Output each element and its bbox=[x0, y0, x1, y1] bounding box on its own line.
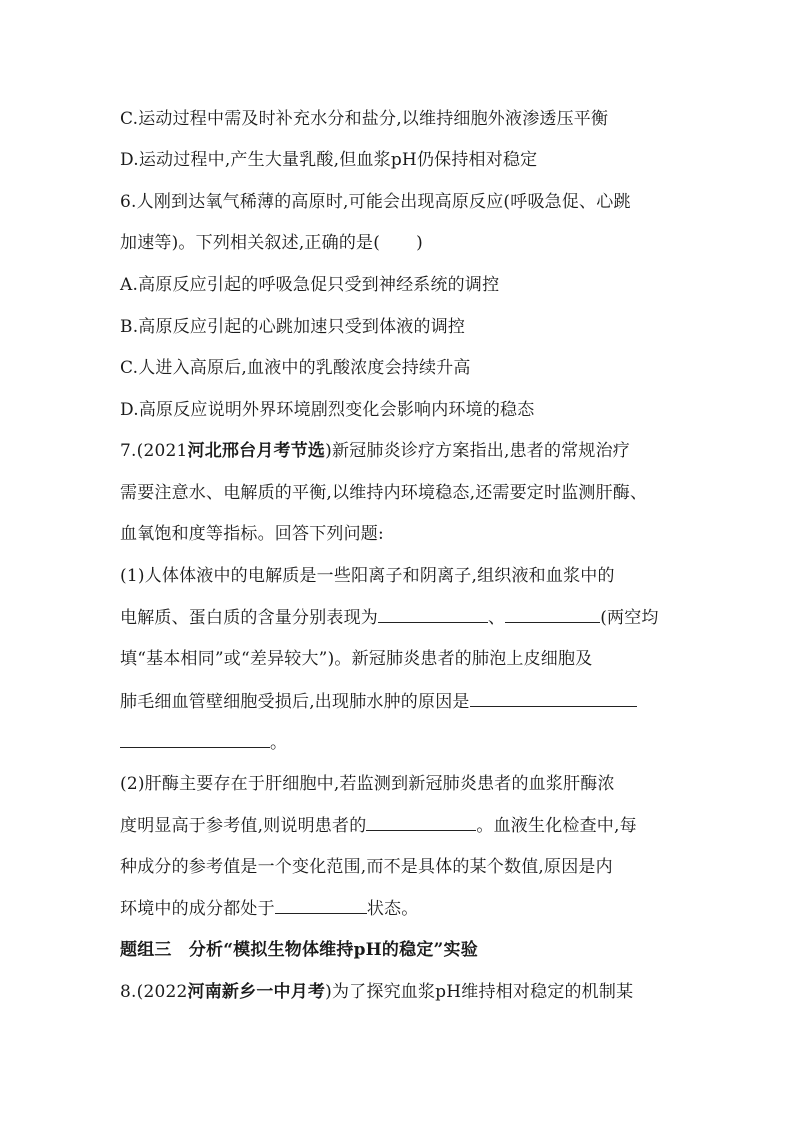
fill-blank-3-continued[interactable] bbox=[120, 731, 270, 748]
question-8-source: 河南新乡一中月考 bbox=[187, 982, 326, 1002]
question-7-stem-line1 bbox=[120, 440, 630, 462]
question-7-stem-line2: 需要注意水、电解质的平衡,以维持内环境稳态,还需要定时监测肝酶、 bbox=[120, 483, 648, 503]
option-c-q5: C.运动过程中需及时补充水分和盐分,以维持细胞外液渗透压平衡 bbox=[120, 109, 609, 129]
question-7-text: )新冠肺炎诊疗方案指出,患者的常规治疗 bbox=[325, 441, 630, 461]
part1-separator: 、 bbox=[488, 608, 506, 628]
fill-blank-4[interactable] bbox=[366, 814, 476, 831]
question-7-stem-line3: 血氧饱和度等指标。回答下列问题: bbox=[120, 524, 384, 544]
part1-end-mark: 。 bbox=[270, 733, 288, 753]
question-7-part2-line3: 种成分的参考值是一个变化范围,而不是具体的某个数值,原因是内 bbox=[120, 857, 613, 877]
question-8-stem-line1 bbox=[120, 981, 633, 1003]
answer-paren-close: ) bbox=[416, 233, 423, 253]
fill-blank-3[interactable] bbox=[470, 690, 637, 707]
question-7-part1-line2 bbox=[120, 606, 659, 629]
part2-text-cont: 。血液生化检查中,每 bbox=[476, 816, 637, 836]
fill-blank-1[interactable] bbox=[378, 606, 488, 623]
question-7-part1-line5 bbox=[120, 731, 287, 754]
option-d-q5: D.运动过程中,产生大量乳酸,但血浆pH仍保持相对稳定 bbox=[120, 150, 538, 170]
part2-end: 状态。 bbox=[366, 899, 419, 919]
question-8-text: )为了探究血浆pH维持相对稳定的机制某 bbox=[325, 982, 634, 1002]
part1-text-edema: 肺毛细血管壁细胞受损后,出现肺水肿的原因是 bbox=[120, 692, 470, 712]
question-7-part1-line4 bbox=[120, 690, 637, 713]
question-6-stem-line2 bbox=[120, 232, 423, 254]
fill-blank-5[interactable] bbox=[275, 897, 367, 914]
question-7-number: 7.(2021 bbox=[120, 441, 188, 461]
option-b-q6: B.高原反应引起的心跳加速只受到体液的调控 bbox=[120, 317, 466, 337]
question-7-part2-line4 bbox=[120, 897, 418, 920]
option-c-q6: C.人进入高原后,血液中的乳酸浓度会持续升高 bbox=[120, 358, 471, 378]
part1-hint: (两空均 bbox=[600, 608, 659, 628]
fill-blank-2[interactable] bbox=[505, 606, 600, 623]
option-d-q6: D.高原反应说明外界环境剧烈变化会影响内环境的稳态 bbox=[120, 400, 535, 420]
part2-text: 度明显高于参考值,则说明患者的 bbox=[120, 816, 367, 836]
question-7-part2-line1: (2)肝酶主要存在于肝细胞中,若监测到新冠肺炎患者的血浆肝酶浓 bbox=[120, 774, 615, 794]
question-7-source: 河北邢台月考节选 bbox=[187, 441, 326, 461]
question-6-stem-text: 加速等)。下列相关叙述,正确的是( bbox=[120, 233, 381, 253]
question-6-stem-line1: 6.人刚到达氧气稀薄的高原时,可能会出现高原反应(呼吸急促、心跳 bbox=[120, 192, 631, 212]
part1-text: 电解质、蛋白质的含量分别表现为 bbox=[120, 608, 378, 628]
section-heading-group3: 题组三 分析“模拟生物体维持pH的稳定”实验 bbox=[120, 940, 478, 960]
part2-text-state: 环境中的成分都处于 bbox=[120, 899, 275, 919]
option-a-q6: A.高原反应引起的呼吸急促只受到神经系统的调控 bbox=[120, 275, 500, 295]
question-7-part2-line2 bbox=[120, 814, 637, 837]
question-7-part1-line1: (1)人体体液中的电解质是一些阳离子和阴离子,组织液和血浆中的 bbox=[120, 566, 615, 586]
question-7-part1-line3: 填“基本相同”或“差异较大”)。新冠肺炎患者的肺泡上皮细胞及 bbox=[120, 649, 593, 669]
question-8-number: 8.(2022 bbox=[120, 982, 188, 1002]
